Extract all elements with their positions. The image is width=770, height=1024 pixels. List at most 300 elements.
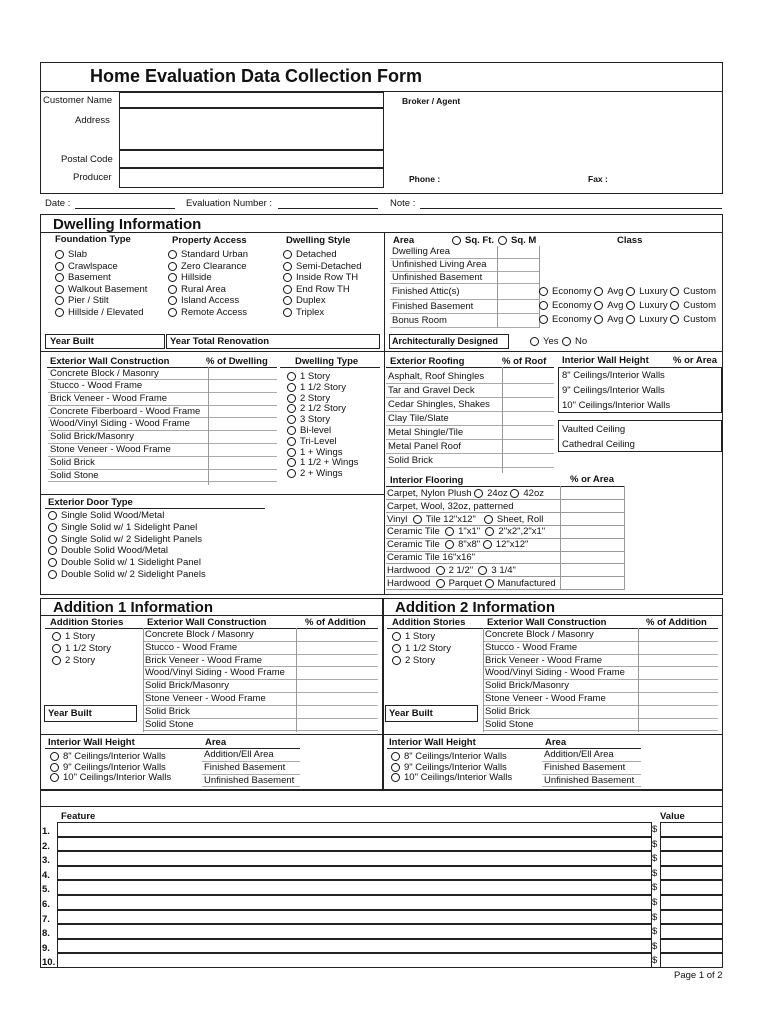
flooring-row[interactable]	[387, 578, 556, 589]
option-label: Luxury	[639, 286, 668, 297]
flooring-row[interactable]	[387, 488, 544, 499]
radio-icon	[478, 566, 487, 575]
value-header: Value	[660, 811, 685, 822]
access-option[interactable]	[168, 272, 212, 283]
radio-icon	[55, 308, 64, 317]
radio-icon	[50, 773, 59, 782]
divider	[497, 246, 498, 328]
property-access-label: Property Access	[172, 235, 247, 246]
option-label: 1 Story	[300, 371, 331, 382]
row-label: Vinyl	[387, 513, 408, 525]
option-label: Inside Row TH	[296, 272, 359, 284]
radio-icon	[168, 285, 177, 294]
arch-yes-radio[interactable]	[530, 336, 559, 347]
option-label: Sq. M	[511, 235, 537, 246]
radio-icon	[452, 236, 461, 245]
radio-icon	[283, 285, 292, 294]
option-label: 9" Ceilings/Interior Walls	[404, 761, 507, 773]
note-label: Note :	[390, 198, 416, 209]
option-label: Custom	[683, 314, 716, 325]
class-row[interactable]	[539, 314, 716, 325]
radio-icon	[436, 566, 445, 575]
ext-wall-row: Solid Stone	[48, 470, 277, 483]
ext-wall-label: Exterior Wall Construction	[50, 356, 170, 367]
door-option[interactable]	[48, 545, 168, 556]
story-option[interactable]	[392, 643, 451, 654]
arch-no-radio[interactable]	[562, 336, 587, 347]
foundation-option[interactable]	[55, 261, 118, 272]
style-option[interactable]	[283, 284, 350, 295]
style-option[interactable]	[283, 307, 324, 318]
feature-field[interactable]	[57, 953, 652, 968]
ext-wall-row: Stucco - Wood Frame	[483, 642, 718, 655]
int-wall-row: 9" Ceilings/Interior Walls	[562, 385, 665, 396]
divider	[384, 351, 385, 595]
option-label: 2 1/2"	[448, 564, 474, 576]
row-number: 9.	[42, 942, 50, 954]
door-option[interactable]	[48, 522, 197, 533]
addition1-ext-wall-label: Exterior Wall Construction	[147, 617, 267, 628]
radio-icon	[48, 546, 57, 555]
roofing-row: Asphalt, Roof Shingles	[386, 370, 554, 384]
radio-icon	[287, 437, 296, 446]
option-label: 9" Ceilings/Interior Walls	[63, 761, 166, 773]
addition1-stories-label: Addition Stories	[50, 617, 124, 628]
area-row: Unfinished Living Area	[390, 259, 540, 272]
divider	[624, 486, 625, 590]
radio-icon	[474, 489, 483, 498]
access-option[interactable]	[168, 295, 239, 306]
value-field[interactable]	[660, 939, 723, 954]
sqft-radio[interactable]	[452, 235, 494, 246]
divider	[383, 615, 723, 616]
customer-name-field[interactable]	[119, 92, 384, 108]
dollar-sign: $	[652, 955, 658, 967]
door-option[interactable]	[48, 569, 206, 580]
divider	[386, 551, 624, 552]
value-field[interactable]	[660, 924, 723, 939]
option-label: Tile 12"x12"	[425, 513, 476, 525]
addition1-title: Addition 1 Information	[53, 599, 213, 616]
foundation-option[interactable]	[55, 295, 109, 306]
style-option[interactable]	[283, 295, 326, 306]
option-label: Standard Urban	[181, 249, 249, 260]
radio-icon	[670, 287, 679, 296]
style-option[interactable]	[283, 249, 337, 260]
divider	[386, 486, 624, 487]
option-label: 3 Story	[300, 414, 331, 426]
value-field[interactable]	[660, 910, 723, 925]
ceiling-rows	[562, 423, 635, 453]
divider	[45, 508, 265, 509]
option-label: Luxury	[639, 314, 668, 325]
type-option[interactable]	[287, 371, 330, 382]
value-field[interactable]	[660, 953, 723, 968]
radio-icon	[594, 301, 603, 310]
feature-field[interactable]	[57, 939, 652, 954]
radio-icon	[485, 579, 494, 588]
roofing-row: Solid Brick	[386, 454, 554, 468]
addition2-pct-label: % of Addition	[646, 617, 707, 628]
dollar-sign: $	[652, 853, 658, 865]
row-number: 8.	[42, 928, 50, 940]
feature-field[interactable]	[57, 822, 652, 837]
row-number: 2.	[42, 840, 50, 852]
option-label: Basement	[68, 272, 111, 284]
addition2-area-rows	[542, 749, 641, 787]
option-label: Walkout Basement	[68, 283, 148, 295]
option-label: Economy	[552, 286, 592, 297]
addition1-area-label: Area	[205, 737, 227, 748]
ext-wall-row: Stucco - Wood Frame	[48, 380, 277, 393]
option-label: 1 + Wings	[300, 446, 343, 458]
radio-icon	[48, 523, 57, 532]
option-label: Custom	[683, 300, 716, 311]
option-label: Slab	[68, 249, 88, 260]
radio-icon	[283, 296, 292, 305]
row-number: 1.	[42, 826, 50, 837]
feature-field[interactable]	[57, 851, 652, 866]
story-option[interactable]	[392, 631, 435, 642]
class-row[interactable]	[539, 300, 716, 311]
divider	[386, 525, 624, 526]
option-label: Manufactured	[497, 577, 556, 589]
wall-option[interactable]	[50, 762, 166, 773]
radio-icon	[530, 337, 539, 346]
addition1-ext-wall-rows	[143, 629, 378, 731]
ext-door-label: Exterior Door Type	[48, 497, 133, 508]
option-label: 1 1/2 Story	[405, 643, 451, 654]
addition2-title: Addition 2 Information	[395, 599, 555, 616]
option-label: 2 Story	[300, 392, 331, 404]
radio-icon	[392, 656, 401, 665]
ext-wall-row: Solid Brick	[483, 706, 718, 719]
ext-wall-row: Wood/Vinyl Siding - Wood Frame	[48, 418, 277, 431]
ext-wall-row: Stone Veneer - Wood Frame	[143, 693, 378, 706]
option-label: Hillside / Elevated	[68, 307, 144, 318]
radio-icon	[483, 540, 492, 549]
ext-wall-row: Concrete Block / Masonry	[483, 629, 718, 642]
area-rows	[390, 246, 540, 328]
type-option[interactable]	[287, 468, 343, 479]
area-row: Bonus Room	[390, 314, 540, 328]
option-label: Crawlspace	[68, 260, 118, 272]
ext-wall-row: Solid Stone	[483, 719, 718, 732]
ext-wall-row: Solid Brick/Masonry	[483, 680, 718, 693]
roofing-row: Cedar Shingles, Shakes	[386, 398, 554, 412]
access-option[interactable]	[168, 284, 226, 295]
ext-wall-row: Brick Veneer - Wood Frame	[143, 655, 378, 668]
addition2-area-label: Area	[545, 737, 567, 748]
radio-icon	[55, 273, 64, 282]
feature-field[interactable]	[57, 895, 652, 910]
radio-icon	[48, 535, 57, 544]
option-label: 12"x12"	[495, 539, 529, 551]
flooring-row[interactable]	[387, 501, 514, 512]
option-label: 8" Ceilings/Interior Walls	[63, 751, 166, 762]
divider	[40, 615, 383, 616]
row-number: 7.	[42, 913, 50, 925]
option-label: Avg	[607, 314, 624, 325]
divider	[40, 351, 723, 352]
radio-icon	[485, 527, 494, 536]
option-label: 1 Story	[405, 631, 436, 642]
value-field[interactable]	[660, 866, 723, 881]
radio-icon	[445, 540, 454, 549]
foundation-option[interactable]	[55, 249, 87, 260]
fax-label: Fax :	[588, 174, 608, 184]
addition2-ext-wall-rows	[483, 629, 718, 731]
int-wall-row: 10" Ceilings/Interior Walls	[562, 400, 671, 411]
radio-icon	[562, 337, 571, 346]
date-label: Date :	[45, 198, 71, 209]
style-option[interactable]	[283, 261, 361, 272]
type-option[interactable]	[287, 425, 331, 436]
option-label: 1 Story	[65, 631, 96, 642]
dwelling-title: Dwelling Information	[53, 216, 202, 233]
evaluation-number-field[interactable]	[278, 208, 378, 209]
wall-option[interactable]	[391, 762, 507, 773]
option-label: Yes	[543, 336, 559, 347]
radio-icon	[391, 763, 400, 772]
class-label: Class	[617, 235, 643, 246]
flooring-row[interactable]	[387, 539, 528, 550]
option-label: 10" Ceilings/Interior Walls	[404, 772, 513, 783]
evaluation-number-label: Evaluation Number :	[186, 198, 273, 209]
flooring-row[interactable]	[387, 565, 516, 576]
radio-icon	[391, 773, 400, 782]
value-field[interactable]	[660, 837, 723, 852]
option-label: Single Solid Wood/Metal	[61, 510, 165, 521]
divider	[386, 367, 554, 368]
option-label: 1"x1"	[458, 526, 481, 538]
addition1-area-rows	[202, 749, 300, 787]
type-option[interactable]	[287, 393, 330, 404]
divider	[483, 628, 484, 732]
radio-icon	[287, 426, 296, 435]
addition1-pct-label: % of Addition	[305, 617, 366, 628]
feature-field[interactable]	[57, 837, 652, 852]
type-option[interactable]	[287, 436, 337, 447]
radio-icon	[670, 315, 679, 324]
option-label: 42oz	[523, 488, 544, 499]
customer-name-label: Customer Name	[43, 95, 113, 106]
sqm-radio[interactable]	[498, 235, 536, 246]
postal-code-label: Postal Code	[61, 154, 113, 165]
story-option[interactable]	[52, 655, 95, 666]
divider	[386, 563, 624, 564]
story-option[interactable]	[392, 655, 435, 666]
addition1-int-wall-label: Interior Wall Height	[48, 737, 135, 748]
wall-option[interactable]	[391, 772, 512, 783]
type-option[interactable]	[287, 382, 346, 393]
addition2-stories-label: Addition Stories	[392, 617, 466, 628]
divider	[386, 589, 624, 590]
area-label: Area	[393, 235, 415, 246]
divider	[40, 806, 723, 807]
option-label: Sq. Ft.	[465, 235, 495, 246]
option-label: Double Solid Wood/Metal	[61, 545, 169, 557]
option-label: Rural Area	[181, 283, 226, 295]
dollar-sign: $	[652, 926, 658, 938]
access-option[interactable]	[168, 307, 247, 318]
divider	[502, 367, 503, 473]
feature-field[interactable]	[57, 924, 652, 939]
option-label: Sheet, Roll	[496, 513, 544, 525]
divider	[386, 499, 624, 500]
area-row: Finished Basement	[390, 300, 540, 314]
option-label: Bi-level	[300, 425, 332, 436]
feature-field[interactable]	[57, 910, 652, 925]
feature-field[interactable]	[57, 866, 652, 881]
roofing-rows	[386, 370, 554, 468]
foundation-option[interactable]	[55, 272, 111, 283]
divider	[40, 494, 384, 495]
radio-icon	[484, 515, 493, 524]
radio-icon	[52, 644, 61, 653]
story-option[interactable]	[52, 643, 111, 654]
radio-icon	[48, 511, 57, 520]
dwelling-style-label: Dwelling Style	[286, 235, 351, 246]
door-option[interactable]	[48, 510, 164, 521]
address-label: Address	[75, 115, 110, 126]
value-field[interactable]	[660, 851, 723, 866]
row-label: Ceramic Tile	[387, 539, 440, 551]
radio-icon	[626, 301, 635, 310]
option-label: Parquet	[448, 577, 482, 589]
type-option[interactable]	[287, 457, 358, 468]
date-field[interactable]	[75, 208, 175, 209]
radio-icon	[539, 315, 548, 324]
option-label: 2 1/2 Story	[300, 403, 346, 415]
ext-wall-row: Wood/Vinyl Siding - Wood Frame	[483, 667, 718, 680]
wall-option[interactable]	[50, 751, 166, 762]
class-row[interactable]	[539, 286, 716, 297]
address-field[interactable]	[119, 108, 384, 150]
ext-wall-row: Wood/Vinyl Siding - Wood Frame	[143, 667, 378, 680]
int-wall-row: 8" Ceilings/Interior Walls	[562, 370, 665, 381]
row-label: Hardwood	[387, 577, 431, 589]
ext-wall-row: Brick Veneer - Wood Frame	[48, 393, 277, 406]
ext-wall-row: Solid Brick	[48, 457, 277, 470]
wall-option[interactable]	[50, 772, 171, 783]
ceiling-row: Cathedral Ceiling	[562, 439, 635, 450]
radio-icon	[287, 458, 296, 467]
option-label: 8" Ceilings/Interior Walls	[404, 751, 507, 762]
note-field[interactable]	[420, 208, 722, 209]
ext-wall-row: Concrete Block / Masonry	[143, 629, 378, 642]
foundation-option[interactable]	[55, 284, 147, 295]
type-option[interactable]	[287, 447, 343, 458]
radio-icon	[283, 250, 292, 259]
ext-wall-row: Solid Brick/Masonry	[48, 431, 277, 444]
area-row: Unfinished Basement	[542, 775, 641, 788]
flooring-row[interactable]	[387, 526, 545, 537]
radio-icon	[392, 644, 401, 653]
radio-icon	[283, 273, 292, 282]
option-label: Double Solid w/ 2 Sidelight Panels	[61, 569, 206, 580]
roofing-row: Clay Tile/Slate	[386, 412, 554, 426]
option-label: End Row TH	[296, 283, 350, 295]
foundation-option[interactable]	[55, 307, 144, 318]
wall-option[interactable]	[391, 751, 507, 762]
option-label: Single Solid w/ 1 Sidelight Panel	[61, 521, 198, 533]
ext-wall-row: Stone Veneer - Wood Frame	[483, 693, 718, 706]
producer-field[interactable]	[119, 168, 384, 188]
foundation-type-label: Foundation Type	[55, 234, 131, 245]
radio-icon	[594, 287, 603, 296]
flooring-row[interactable]	[387, 552, 475, 563]
radio-icon	[168, 296, 177, 305]
access-option[interactable]	[168, 249, 248, 260]
option-label: 3 1/4"	[491, 564, 516, 576]
area-row: Dwelling Area	[390, 246, 540, 259]
radio-icon	[168, 262, 177, 271]
flooring-row[interactable]	[387, 514, 543, 525]
dollar-sign: $	[652, 897, 658, 908]
value-field[interactable]	[660, 895, 723, 910]
row-label: Hardwood	[387, 564, 431, 576]
ext-wall-rows	[48, 368, 277, 482]
radio-icon	[283, 308, 292, 317]
type-option[interactable]	[287, 414, 330, 425]
value-field[interactable]	[660, 822, 723, 837]
type-option[interactable]	[287, 403, 346, 414]
value-field[interactable]	[660, 880, 723, 895]
option-label: Avg	[607, 300, 624, 311]
divider	[40, 232, 723, 233]
radio-icon	[391, 752, 400, 761]
radio-icon	[55, 250, 64, 259]
ext-wall-row: Stucco - Wood Frame	[143, 642, 378, 655]
row-number: 10.	[42, 957, 56, 969]
story-option[interactable]	[52, 631, 95, 642]
row-number: 6.	[42, 899, 50, 910]
addition2-ext-wall-label: Exterior Wall Construction	[487, 617, 607, 628]
feature-field[interactable]	[57, 880, 652, 895]
dollar-sign: $	[652, 882, 658, 894]
option-label: 1 1/2 Story	[65, 643, 111, 654]
area-row: Unfinished Basement	[202, 775, 300, 788]
roofing-row: Metal Shingle/Tile	[386, 426, 554, 440]
year-built-label: Year Built	[50, 336, 94, 347]
roofing-row: Metal Panel Roof	[386, 440, 554, 454]
style-option[interactable]	[283, 272, 358, 283]
radio-icon	[287, 469, 296, 478]
option-label: 1 1/2 Story	[300, 381, 346, 393]
radio-icon	[52, 632, 61, 641]
radio-icon	[510, 489, 519, 498]
door-option[interactable]	[48, 534, 202, 545]
addition1-year-built-label: Year Built	[48, 708, 92, 719]
option-label: Duplex	[296, 295, 326, 307]
postal-code-field[interactable]	[119, 150, 384, 168]
ext-wall-row: Solid Brick/Masonry	[143, 680, 378, 693]
divider	[386, 512, 624, 513]
radio-icon	[287, 448, 296, 457]
access-option[interactable]	[168, 261, 246, 272]
ceiling-row: Vaulted Ceiling	[562, 424, 626, 435]
divider	[40, 734, 383, 735]
option-label: Semi-Detached	[296, 260, 362, 272]
radio-icon	[55, 262, 64, 271]
dollar-sign: $	[652, 838, 658, 850]
radio-icon	[52, 656, 61, 665]
door-option[interactable]	[48, 557, 201, 568]
addition2-year-built-label: Year Built	[389, 708, 433, 719]
radio-icon	[539, 301, 548, 310]
ext-wall-row: Stone Veneer - Wood Frame	[48, 444, 277, 457]
